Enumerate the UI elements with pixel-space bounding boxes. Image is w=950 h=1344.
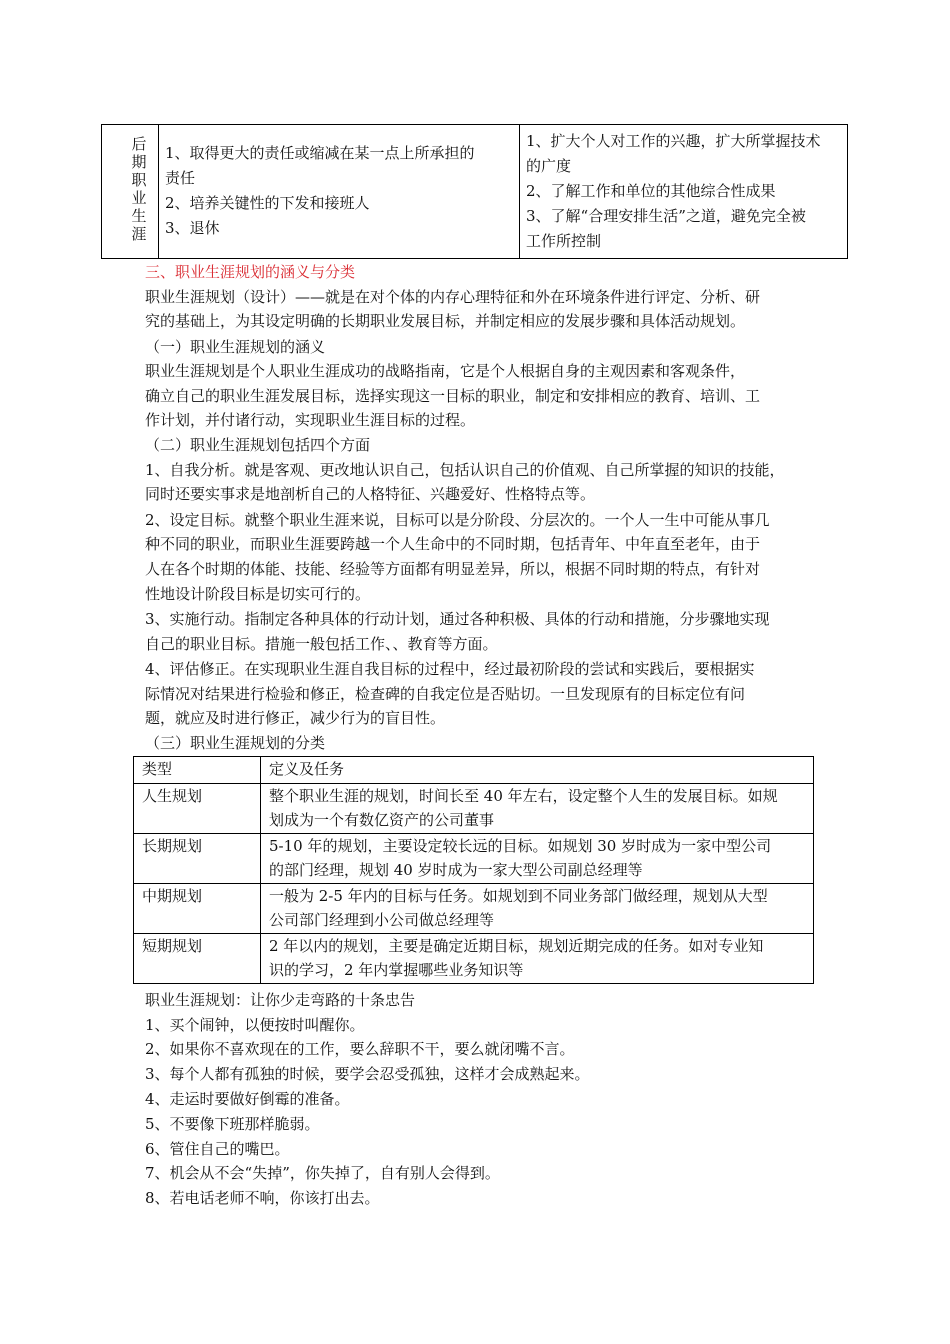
stage-tasks-cell bbox=[159, 125, 520, 258]
type-cell: 短期规划 bbox=[134, 934, 261, 984]
paragraph-line: 性地设计阶段目标是切实可行的。 bbox=[145, 585, 371, 603]
table-line: 2、了解工作和单位的其他综合性成果 bbox=[526, 182, 776, 200]
list-item: 3、每个人都有孤独的时候，要学会忍受孤独，这样才会成熟起来。 bbox=[145, 1065, 590, 1083]
table-line: 的广度 bbox=[526, 157, 572, 175]
subsection-title: （二）职业生涯规划包括四个方面 bbox=[145, 436, 371, 454]
table-line: 1、取得更大的责任或缩减在某一点上所承担的 bbox=[165, 144, 475, 162]
paragraph-line: 自己的职业目标。措施一般包括工作、、教育等方面。 bbox=[145, 635, 498, 653]
table-row bbox=[134, 934, 814, 984]
stage-cell bbox=[102, 125, 159, 258]
paragraph-line: 职业生涯规划是个人职业生涯成功的战略指南，它是个人根据自身的主观因素和客观条件， bbox=[145, 362, 746, 380]
paragraph-line: 题，就应及时进行修正，减少行为的盲目性。 bbox=[145, 709, 446, 727]
table-row bbox=[134, 784, 814, 834]
subsection-title: （一）职业生涯规划的涵义 bbox=[145, 338, 326, 356]
paragraph-line: 1、自我分析。就是客观、更改地认识自己，包括认识自己的价值观、自己所掌握的知识的技能， bbox=[145, 461, 785, 479]
table-line: 1、扩大个人对工作的兴趣，扩大所掌握技术 bbox=[526, 132, 821, 150]
definition-cell: 5-10 年的规划，主要设定较长远的目标。如规划 30 岁时成为一家中型公司 的部门经理，规划 40 岁时成为一家大型公司副总经理等 bbox=[261, 834, 814, 884]
list-item: 1、买个闹钟，以便按时叫醒你。 bbox=[145, 1016, 365, 1034]
paragraph-line: 人在各个时期的体能、技能、经验等方面都有明显差异，所以，根据不同时期的特点，有针对 bbox=[145, 560, 761, 578]
section-heading: 三、职业生涯规划的涵义与分类 bbox=[145, 263, 356, 281]
table-row bbox=[134, 884, 814, 934]
list-item: 7、机会从不会“失掉”，你失掉了，自有别人会得到。 bbox=[145, 1164, 500, 1182]
table-line: 工作所控制 bbox=[526, 232, 602, 250]
list-item: 2、如果你不喜欢现在的工作，要么辞职不干，要么就闭嘴不言。 bbox=[145, 1040, 575, 1058]
paragraph-line: 职业生涯规划（设计）——就是在对个体的内存心理特征和外在环境条件进行评定、分析、研 bbox=[145, 288, 761, 306]
paragraph-line: 确立自己的职业生涯发展目标，选择实现这一目标的职业，制定和安排相应的教育、培训、工 bbox=[145, 387, 761, 405]
list-item: 4、走运时要做好倒霉的准备。 bbox=[145, 1090, 350, 1108]
definition-cell: 2 年以内的规划，主要是确定近期目标，规划近期完成的任务。如对专业知 识的学习，2 年内掌握哪些业务知识等 bbox=[261, 934, 814, 984]
type-cell: 人生规划 bbox=[134, 784, 261, 834]
paragraph-line: 种不同的职业，而职业生涯要跨越一个人生命中的不同时期，包括青年、中年直至老年，由于 bbox=[145, 535, 761, 553]
table-line: 2、培养关键性的下发和接班人 bbox=[165, 194, 370, 212]
paragraph-line: 作计划，并付诸行动，实现职业生涯目标的过程。 bbox=[145, 411, 476, 429]
definition-cell: 一般为 2-5 年内的目标与任务。如规划到不同业务部门做经理，规划从大型 公司部门经理到小公司做总经理等 bbox=[261, 884, 814, 934]
career-stage-table bbox=[101, 124, 848, 259]
advice-title: 职业生涯规划：让你少走弯路的十条忠告 bbox=[145, 991, 416, 1009]
paragraph-line: 究的基础上，为其设定明确的长期职业发展目标，并制定相应的发展步骤和具体活动规划。 bbox=[145, 312, 746, 330]
table-row bbox=[134, 834, 814, 884]
paragraph-line: 2、设定目标。就整个职业生涯来说，目标可以是分阶段、分层次的。一个人一生中可能从事几 bbox=[145, 511, 770, 529]
stage-label: 后期职业生涯 bbox=[131, 135, 147, 243]
list-item: 8、若电话老师不响，你该打出去。 bbox=[145, 1189, 380, 1207]
paragraph-line: 际情况对结果进行检验和修正，检查碑的自我定位是否贴切。一旦发现原有的目标定位有问 bbox=[145, 685, 746, 703]
list-item: 5、不要像下班那样脆弱。 bbox=[145, 1115, 320, 1133]
table-line: 3、退休 bbox=[165, 219, 220, 237]
type-cell: 长期规划 bbox=[134, 834, 261, 884]
header-cell-definition: 定义及任务 bbox=[261, 757, 814, 784]
paragraph-line: 同时还要实事求是地剖析自己的人格特征、兴趣爱好、性格特点等。 bbox=[145, 485, 596, 503]
header-cell-type: 类型 bbox=[134, 757, 261, 784]
table-header-row bbox=[134, 757, 814, 784]
table-line: 3、了解“合理安排生活”之道，避免完全被 bbox=[526, 207, 806, 225]
table-line: 责任 bbox=[165, 169, 196, 187]
stage-development-cell bbox=[520, 125, 847, 258]
paragraph-line: 3、实施行动。指制定各种具体的行动计划，通过各种积极、具体的行动和措施，分步骤地实现 bbox=[145, 610, 770, 628]
plan-classification-table bbox=[133, 756, 814, 984]
definition-cell: 整个职业生涯的规划，时间长至 40 年左右，设定整个人生的发展目标。如规 划成为一个有数亿资产的公司董事 bbox=[261, 784, 814, 834]
paragraph-line: 4、评估修正。在实现职业生涯自我目标的过程中，经过最初阶段的尝试和实践后，要根据实 bbox=[145, 660, 755, 678]
list-item: 6、管住自己的嘴巴。 bbox=[145, 1140, 290, 1158]
type-cell: 中期规划 bbox=[134, 884, 261, 934]
subsection-title: （三）职业生涯规划的分类 bbox=[145, 734, 326, 752]
